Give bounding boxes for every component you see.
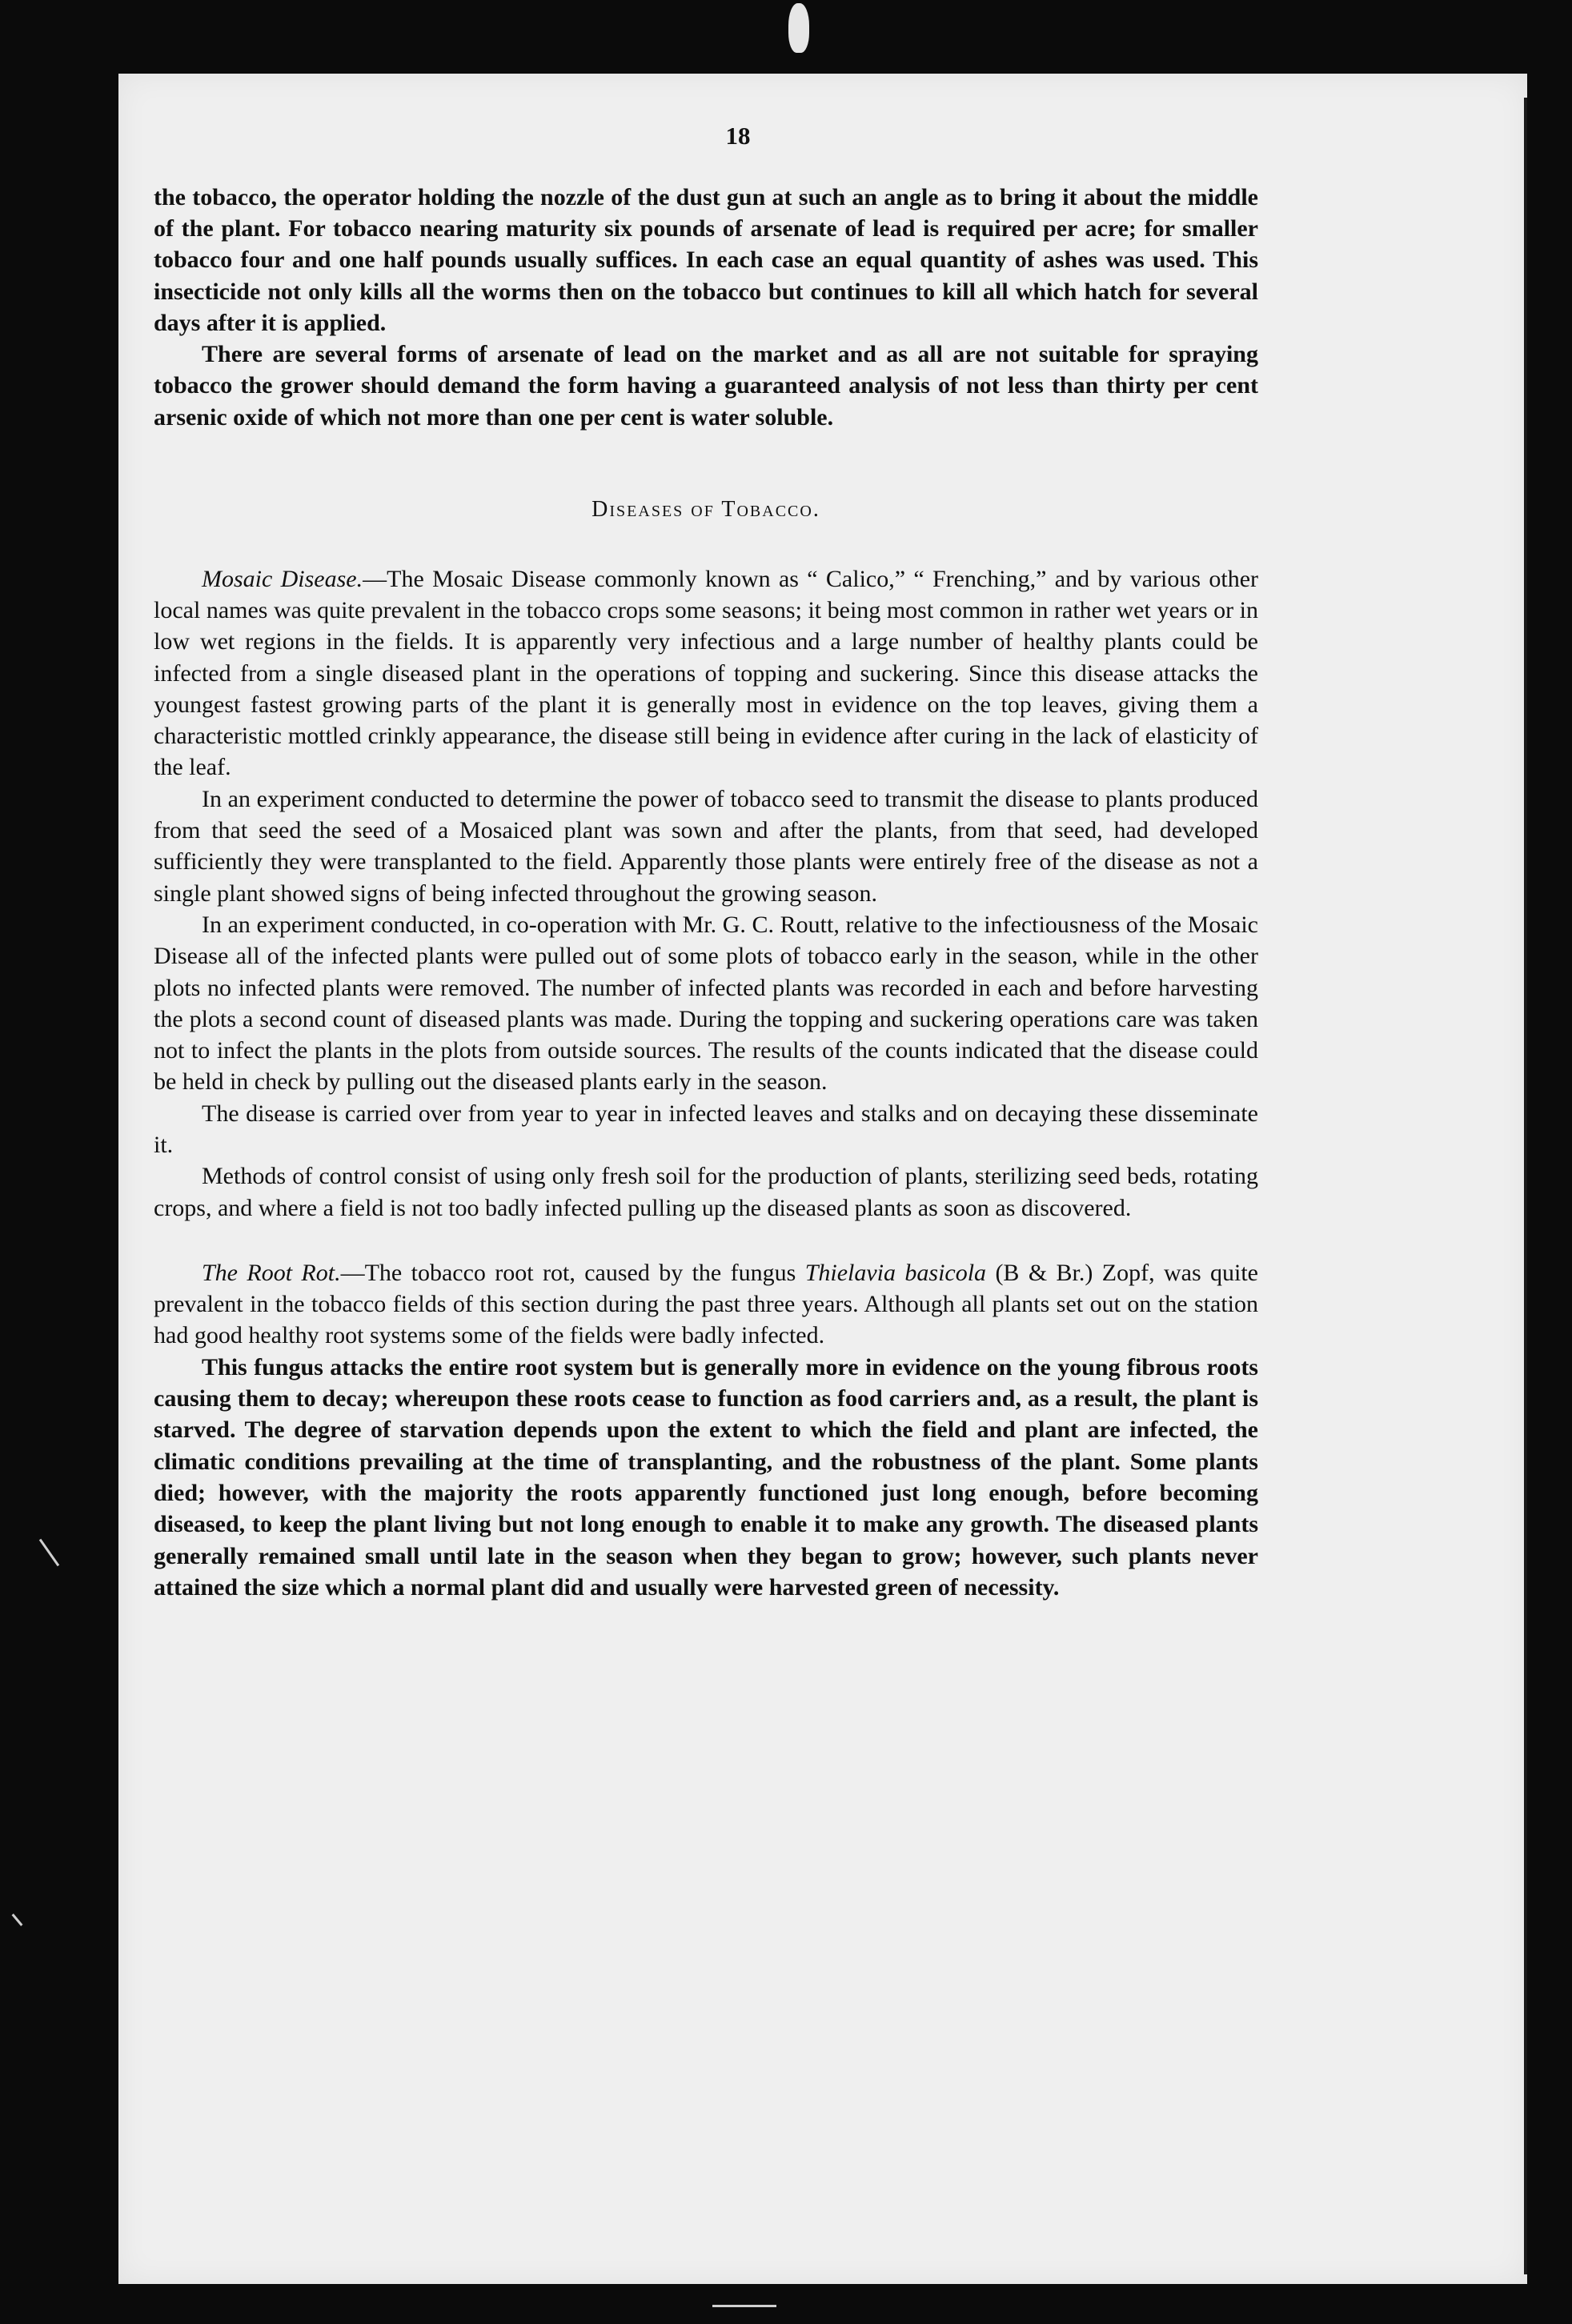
root-rot-lead-before: —The tobacco root rot, caused by the fungus — [340, 1259, 805, 1286]
paragraph-mosaic-intro — [154, 563, 1258, 783]
root-rot-lead-after: (B & Br.) Zopf, was quite prevalent in the tobacco fields of this section during the past three years. Although all plants set out on the station had good healthy root systems some of the fields were badly infected. — [154, 1259, 1258, 1349]
fungus-species: Thielavia basicola — [804, 1259, 987, 1286]
paragraph-root-rot-detail: This fungus attacks the entire root system but is generally more in evidence on the young fibrous roots causing them to decay; whereupon these roots cease to function as food carriers and, as a result, the plant is starved. The degree of starvation depends upon the extent to which the field and plant are infected, the climatic conditions prevailing at the time of transplanting, and the robustness of the plant. Some plants died; however, with the majority the roots apparently functioned just long enough, before becoming diseased, to keep the plant living but not long enough to enable it to make any growth. The diseased plants generally remained small until late in the season when they began to grow; however, such plants never attained the size which a normal plant did and usually were harvested green of necessity. — [154, 1353, 1258, 1601]
paragraph-arsenate: There are several forms of arsenate of lead on the market and as all are not suitable for spraying tobacco the grower should demand the form having a guaranteed analysis of not less than thirty per cent arsenic oxide of which not more than one per cent is water soluble. — [154, 341, 1258, 431]
section-heading: Diseases of Tobacco. — [592, 496, 820, 522]
page-number: 18 — [725, 122, 751, 150]
scan-mark-bottom — [712, 2305, 776, 2307]
paragraph-control-methods: Methods of control consist of using only fresh soil for the production of plants, sterilizing seed beds, rotating crops, and where a field is not too badly infected pulling up the diseased plants as soon as discovered. — [154, 1163, 1258, 1221]
scan-mark-left-1 — [39, 1539, 59, 1566]
paragraph-root-rot-intro — [154, 1257, 1258, 1352]
page-text — [154, 120, 1258, 1603]
mosaic-title: Mosaic Disease. — [202, 565, 363, 592]
root-rot-title: The Root Rot. — [202, 1259, 341, 1286]
paragraph-carryover: The disease is carried over from year to year in infected leaves and stalks and on decaying these disseminate it. — [154, 1100, 1258, 1158]
film-blot — [788, 3, 809, 53]
paragraph-infectiousness-experiment: In an experiment conducted, in co-operation with Mr. G. C. Routt, relative to the infectiousness of the Mosaic Disease all of the infected plants were pulled out of some plots of tobacco early in the season, while in the other plots no infected plants were removed. The number of infected plants was recorded in each and before harvesting the plots a second count of diseased plants was made. During the topping and suckering operations care was taken not to infect the plants in the plots from outside sources. The results of the counts indicated that the disease could be held in check by pulling out the diseased plants early in the season. — [154, 911, 1258, 1096]
scan-mark-left-2 — [12, 1913, 23, 1926]
mosaic-lead: —The Mosaic Disease commonly known as “ Calico,” “ Frenching,” and by various other local names was quite prevalent in the tobacco crops some seasons; it being most common in rather wet years or in low wet regions in the fields. It is apparently very infectious and a large number of healthy plants could be infected from a single diseased plant in the operations of topping and suckering. Since this disease attacks the youngest fastest growing parts of the plant it is generally most in evidence on the top leaves, giving them a characteristic mottled crinkly appearance, the disease still being in evidence after curing in the lack of elasticity of the leaf. — [154, 565, 1259, 781]
page-edge-shadow — [1524, 98, 1527, 2274]
paragraph-seed-experiment: In an experiment conducted to determine the power of tobacco seed to transmit the disease to plants produced from that seed the seed of a Mosaiced plant was sown and after the plants, from that seed, had developed sufficiently they were transplanted to the field. Apparently those plants were entirely free of the disease as not a single plant showed signs of being infected throughout the growing season. — [154, 785, 1258, 907]
paragraph-insecticide: the tobacco, the operator holding the nozzle of the dust gun at such an angle as to bring it about the middle of the plant. For tobacco nearing maturity six pounds of arsenate of lead is required per acre; for smaller tobacco four and one half pounds usually suffices. In each case an equal quantity of ashes was used. This insecticide not only kills all the worms then on the tobacco but continues to kill all which hatch for several days after it is applied. — [154, 183, 1258, 336]
